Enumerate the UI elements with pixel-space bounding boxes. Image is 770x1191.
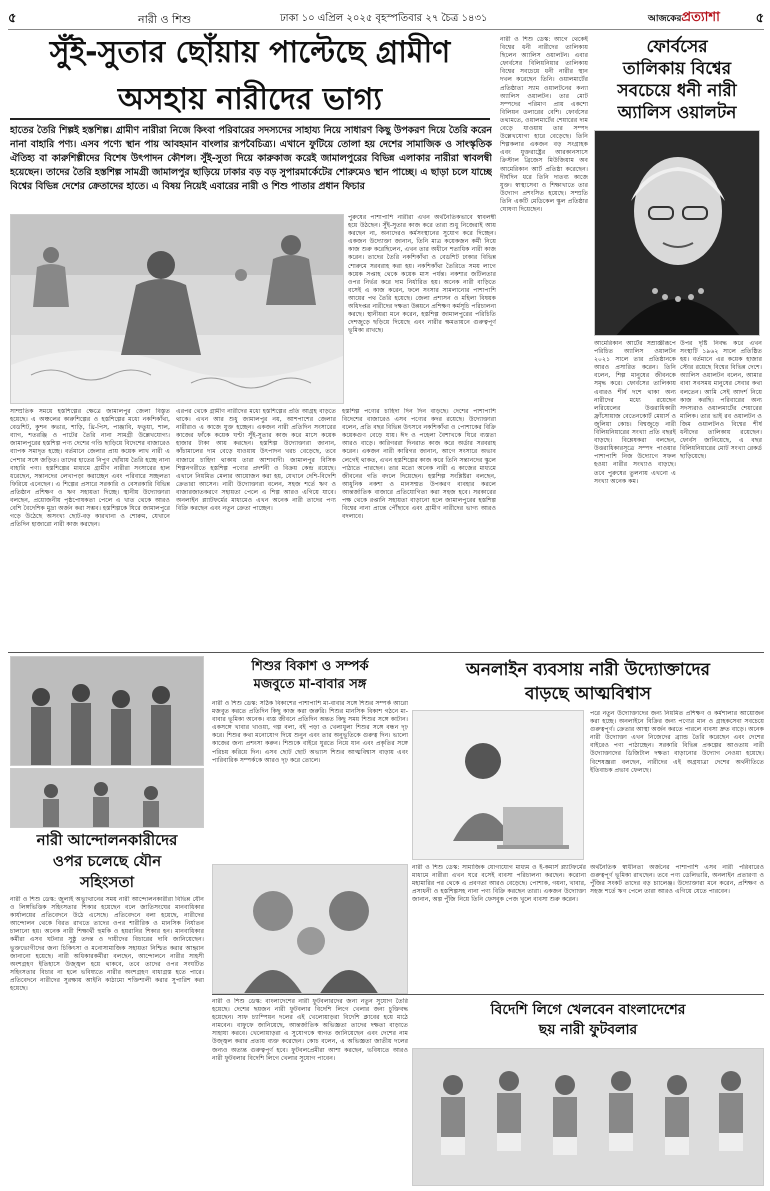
forbes-headline-3: সবচেয়ে ধনী নারী: [617, 81, 737, 101]
activists-column: নারী ও শিশু ডেস্ক: জুলাই অভ্যুত্থানের সময় নারী আন্দোলনকারীরা বিভিন্ন যৌন ও লিঙ্গভিত্তিক সহিংসতার শিকার হয়েছেন বলে জাতিসংঘের মানবাধিকার কার্যালয়ের প্রতিবেদনে উঠে এসেছে। প্রতিবেদনে বলা হয়েছে, নারীদের আন্দোলন থেকে বিরত রাখতে তাদের ওপর শারীরিক ও মানসিক নির্যাতন চালানো হয়। অনেক নারী শিক্ষার্থী হুমকি ও হয়রানির শিকার হন। মানবাধিকার কর্মীরা এসব ঘটনার সুষ্ঠু তদন্ত ও দায়ীদের বিচারের দাবি জানিয়েছেন। ভুক্তভোগীদের জন্য চিকিৎসা ও মনোসামাজিক সহায়তা নিশ্চিত করার আহ্বান জানানো হয়েছে। নারী অধিকারকর্মীরা বলছেন, আন্দোলনে নারীর সাহসী অংশগ্রহণ ইতিহাসে উজ্জ্বল হয়ে থাকবে, তবে তাদের ওপর সংঘটিত সহিংসতার বিচার না হলে ভবিষ্যতে নারীর অংশগ্রহণ বাধাগ্রস্ত হতে পারে। প্রতিবেদনে নারীদের সুরক্ষায় আইনি কাঠামো শক্তিশালী করার সুপারিশ করা হয়েছে।: [10, 896, 204, 993]
mother-headline: [212, 658, 408, 694]
online-headline-2: বাড়ছে আত্মবিশ্বাস: [525, 684, 651, 704]
lead-column-b: এরপর থেকে গ্রামীণ নারীদের মধ্যে হস্তশিল্পের প্রতি আগ্রহ বাড়তে থাকে। এখন আর শুধু জামালপুর নয়, আশপাশের জেলার নারীরাও এ কাজে যুক্ত হচ্ছেন। একজন নারী প্রতিদিন সংসারের কাজের ফাঁকে কয়েক ঘণ্টা সুঁই-সুতার কাজ করে মাসে কয়েক হাজার টাকা আয় করছেন। হস্তশিল্প উদ্যোক্তারা জানান, কাঁচামালের দাম বেড়ে যাওয়ায় উৎপাদন খরচ বেড়েছে, তবে বাজারে চাহিদা থাকায় তারা আশাবাদী। জামালপুর বিসিক শিল্পনগরীতে হস্তশিল্প পণ্যের প্রদর্শনী ও বিক্রয় কেন্দ্র রয়েছে। এখানে নিয়মিত মেলার আয়োজন করা হয়, যেখানে দেশি-বিদেশি ক্রেতারা আসেন। নারী উদ্যোক্তারা বলেন, সহজ শর্তে ঋণ ও বাজারজাতকরণে সহায়তা পেলে এ শিল্প আরও এগিয়ে যাবে। অনলাইন প্ল্যাটফর্মের মাধ্যমেও এখন অনেক নারী তাদের পণ্য বিক্রি করছেন এবং নতুন ক্রেতা পাচ্ছেন।: [176, 408, 336, 513]
footballers-photo: [412, 1048, 764, 1186]
activists-headline-1: নারী আন্দোলনকারীদের: [36, 831, 178, 849]
page-number-left: ৫: [8, 11, 17, 26]
lead-intro: হাতের তৈরি শিল্পই হস্তশিল্প। গ্রামীণ নারীরা নিজে কিংবা পরিবারের সদস্যদের সাহায্য নিয়ে সাধারণ কিছু উপকরণ দিয়ে তৈরি করেন নানা বাহারি পণ্য। এসব পণ্যে স্থান পায় আবহমান বাংলার রূপবৈচিত্র্য। এখানে ফুটিয়ে তোলা হয় দেশের সামাজিক ও সাংস্কৃতিক ঐতিহ্য বা কারুশিল্পীদের বিশেষ উৎপাদন কৌশল। সুঁই-সুতা দিয়ে কারুকাজ করেই জামালপুরের বিভিন্ন এলাকার নারীরা স্বাবলম্বী হয়েছেন। তাদের তৈরি হস্তশিল্প সামগ্রী জামালপুর ছাড়িয়ে ঢাকার বড় বড় সুপারমার্কেটের শোরুমেও স্থান পাচ্ছে। এ ছাড়া চলে যাচ্ছে বিশ্বের বিভিন্ন দেশের ক্রেতাদের হাতে। এ বিষয় নিয়েই এবারের নারী ও শিশু পাতার প্রধান ফিচার: [10, 125, 492, 192]
divider: [8, 652, 764, 653]
activists-headline: [10, 830, 204, 893]
forbes-headline-1: ফোর্বসের: [646, 37, 708, 57]
dateline: ঢাকা ১০ এপ্রিল ২০২৫ বৃহস্পতিবার ২৭ চৈত্র ১৪৩১: [280, 13, 488, 24]
lead-column-a: সাম্প্রতিক সময়ে হস্তশিল্পের ক্ষেত্রে জামালপুর জেলা বিস্তৃত হয়েছে। এ অঞ্চলের কারুশিল্পের ও হস্তশিল্পের মধ্যে নকশিকাঁথা, বেডশিট, কুশন কভার, শাড়ি, থ্রি-পিস, পাঞ্জাবি, ফতুয়া, শাল, ব্যাগ, শতরঞ্জি ও পাটের তৈরি নানা সামগ্রী উল্লেখযোগ্য। জামালপুরের হস্তশিল্প পণ্য দেশের গণ্ডি ছাড়িয়ে বিদেশের বাজারেও ব্যাপক সমাদৃত হচ্ছে। বর্তমানে জেলার প্রায় কয়েক লাখ নারী এ পেশার সঙ্গে জড়িত। তাদের হাতের নিপুণ ছোঁয়ায় তৈরি হচ্ছে নানা বাহারি পণ্য। হস্তশিল্পের মাধ্যমে গ্রামীণ নারীরা সংসারের হাল ধরেছেন, সন্তানদের লেখাপড়া করাচ্ছেন এবং পরিবারে সচ্ছলতা ফিরিয়ে এনেছেন। এ শিল্পের প্রসারে সরকারি ও বেসরকারি বিভিন্ন প্রতিষ্ঠান প্রশিক্ষণ ও ঋণ সহায়তা দিচ্ছে। স্থানীয় উদ্যোক্তারা বলছেন, প্রয়োজনীয় পৃষ্ঠপোষকতা পেলে এ খাত থেকে আরও বেশি বৈদেশিক মুদ্রা অর্জন করা সম্ভব। হস্তশিল্পকে ঘিরে জামালপুরে গড়ে উঠেছে অসংখ্য ছোট-বড় কারখানা ও শোরুম, যেখানে প্রতিদিন হাজারো নারী কাজ করছেন।: [10, 408, 170, 529]
newspaper-logo: আজকেরপ্রত্যাশা: [648, 10, 720, 25]
embroidery-photo: [10, 214, 344, 404]
forbes-headline-2: তালিকায় বিশ্বের: [622, 59, 732, 79]
lead-headline-1: সুঁই-সুতার ছোঁয়ায় পাল্টেছে গ্রামীণ: [49, 35, 451, 70]
forbes-column-a-continued: [500, 340, 588, 640]
football-headline-2: ছয় নারী ফুটবলার: [538, 1022, 638, 1038]
alice-walton-photo: [594, 130, 760, 336]
woman-laptop-image: [413, 711, 584, 860]
activists-headline-2: ওপর চলেছে যৌন: [52, 852, 162, 870]
page-number-right: ৫: [755, 11, 764, 26]
forbes-column-b: আমেরিকান আর্টের সম্রাজ্ঞীরূপে পরিচিত অ্যালিস ওয়ালটন ২০২১ সালে তার প্রতিষ্ঠানকে আরও প্রসারিত করেন। তিনি বলেন, শিল্প মানুষের জীবনকে সমৃদ্ধ করে। ফোর্বসের তালিকায় এবারও শীর্ষ দশে থাকা অন্য নারীদের মধ্যে রয়েছেন লরিয়েলের উত্তরাধিকারী ফ্রাঁসোয়াজ বেতেনকোর্ট মেয়ার্স ও জুলিয়া কোচ। বিশ্বজুড়ে নারী বিলিয়নিয়ারের সংখ্যা প্রতি বছরই বাড়ছে। বিশ্লেষকরা বলছেন, উত্তরাধিকারসূত্রে সম্পদ পাওয়ার পাশাপাশি নিজ উদ্যোগে সফল হওয়া নারীর সংখ্যাও বাড়ছে। তবে পুরুষের তুলনায় এখনো এ সংখ্যা অনেক কম।: [594, 340, 676, 485]
forbes-headline-4: অ্যালিস ওয়ালটন: [617, 103, 737, 123]
mother-column: নারী ও শিশু ডেস্ক: সঠিক বিকাশের পাশাপাশি মা-বাবার সঙ্গে শিশুর সম্পর্ক আরো মজবুত করতে প্রতিদিন কিছু কাজ করা জরুরি। শিশুর মানসিক বিকাশ গঠনে মা-বাবার ভূমিকা অনেক। ব্যস্ত জীবনে প্রতিদিন অন্তত কিছু সময় শিশুর সঙ্গে কাটান। একসঙ্গে খাবার খাওয়া, গল্প বলা, বই পড়া ও খেলাধুলা শিশুর সঙ্গে বন্ধন দৃঢ় করে। শিশুর কথা মনোযোগ দিয়ে শুনুন এবং তার অনুভূতিকে গুরুত্ব দিন। ভালো কাজের জন্য প্রশংসা করুন। শিশুকে বাইরে ঘুরতে নিয়ে যান এবং প্রকৃতির সঙ্গে পরিচয় করিয়ে দিন। এসব ছোট ছোট অভ্যাস শিশুর আত্মবিশ্বাস বাড়ায় এবং পারিবারিক সম্পর্ককে আরও দৃঢ় করে তোলে।: [212, 700, 408, 764]
entrepreneur-photo: [412, 710, 584, 860]
protest-photo-bottom: [10, 768, 204, 828]
protest-march-image: [11, 769, 204, 828]
portrait-image: [595, 131, 760, 336]
online-column-c: পরে নতুন উদ্যোক্তাদের জন্য নিয়মিত প্রশিক্ষণ ও কর্মশালার আয়োজন করা হচ্ছে। অনলাইনে বিক্রির জন্য পণ্যের মান ও গ্রাহকসেবা সবচেয়ে গুরুত্বপূর্ণ। ক্রেতার আস্থা অর্জন করতে পারলে ব্যবসা দ্রুত বাড়ে। অনেক নারী উদ্যোক্তা এখন নিজেদের ব্র্যান্ড তৈরি করেছেন এবং দেশের বাইরেও পণ্য পাঠাচ্ছেন। সরকারি বিভিন্ন প্রকল্পের আওতায় নারী উদ্যোক্তাদের ডিজিটাল দক্ষতা বাড়ানোর উদ্যোগ নেওয়া হয়েছে। বিশেষজ্ঞরা বলছেন, নারীদের এই অগ্রযাত্রা দেশের অর্থনীতিতে ইতিবাচক প্রভাব ফেলছে।: [590, 710, 764, 774]
online-column-b: অর্থনৈতিক স্বাধীনতা অর্জনের পাশাপাশি এসব নারী পরিবারেও গুরুত্বপূর্ণ ভূমিকা রাখছেন। তবে পণ্য ডেলিভারি, অনলাইন প্রতারণা ও পুঁজির সংকট তাদের বড় চ্যালেঞ্জ। উদ্যোক্তারা মনে করেন, প্রশিক্ষণ ও সহজ শর্তে ঋণ পেলে তারা আরও এগিয়ে যেতে পারবেন।: [590, 864, 764, 896]
forbes-headline: [594, 36, 760, 124]
page-header: [8, 6, 764, 30]
lead-headline-2: অসহায় নারীদের ভাগ্য: [10, 82, 490, 120]
protest-photo-top: [10, 656, 204, 766]
protest-crowd-image: [11, 657, 204, 766]
section-name: নারী ও শিশু: [138, 13, 192, 26]
online-headline: [412, 658, 764, 706]
mother-headline-1: শিশুর বিকাশ ও সম্পর্ক: [251, 659, 369, 674]
divider: [212, 994, 764, 995]
football-headline-1: বিদেশি লিগে খেলবেন বাংলাদেশের: [490, 1002, 686, 1018]
family-image: [213, 865, 408, 994]
lead-column-c: পুরুষের পাশাপাশি নারীরা এখন অর্থনৈতিকভাবে স্বাবলম্বী হয়ে উঠছেন। সুঁই-সুতার কাজ করে তারা শুধু নিজেরাই আয় করছেন না, অন্যদেরও কর্মসংস্থানের সুযোগ করে দিচ্ছেন। একজন উদ্যোক্তা জানান, তিনি মাত্র কয়েকজন কর্মী নিয়ে কাজ শুরু করেছিলেন, এখন তার অধীনে শতাধিক নারী কাজ করেন। তাদের তৈরি নকশিকাঁথা ও বেডশিট ঢাকার বিভিন্ন শোরুমে সরবরাহ করা হয়। নকশিকাঁথা তৈরিতে সময় লাগে কয়েক সপ্তাহ থেকে কয়েক মাস পর্যন্ত। নকশার জটিলতার ওপর নির্ভর করে দাম নির্ধারিত হয়। অনেক নারী বাড়িতে বসেই এ কাজ করেন, ফলে সংসার সামলানোর পাশাপাশি আয়ের পথ তৈরি হয়েছে। জেলা প্রশাসন ও মহিলা বিষয়ক অধিদপ্তর নারীদের দক্ষতা উন্নয়নে প্রশিক্ষণ কর্মসূচি পরিচালনা করছে। স্থানীয়রা মনে করেন, হস্তশিল্প জামালপুরের পরিচিতি দেশজুড়ে ছড়িয়ে দিয়েছে এবং নারীর ক্ষমতায়নে গুরুত্বপূর্ণ ভূমিকা রাখছে।: [348, 214, 496, 335]
family-photo: [212, 864, 408, 994]
lead-column-d: হস্তশিল্প পণ্যের চাহিদা দিন দিন বাড়ছে। দেশের পাশাপাশি বিদেশের বাজারেও এসব পণ্যের কদর রয়েছে। উদ্যোক্তারা বলেন, প্রতি বছর বিভিন্ন উৎসবে নকশিকাঁথা ও পোশাকের বিক্রি কয়েকগুণ বেড়ে যায়। ঈদ ও পহেলা বৈশাখকে ঘিরে ব্যস্ততা আরও বাড়ে। কারিগররা দিনরাত কাজ করে অর্ডার সরবরাহ করেন। একজন নারী কারিগর জানান, আগে সংসারে অভাব লেগেই থাকত, এখন হস্তশিল্পের কাজ করে তিনি সন্তানদের স্কুলে পাঠাতে পারছেন। তার মতো অনেক নারী এ কাজের মাধ্যমে জীবনের গতি বদলে দিয়েছেন। হস্তশিল্প সংশ্লিষ্টরা বলছেন, আধুনিক নকশা ও মানসম্মত উপকরণ ব্যবহার করলে আন্তর্জাতিক বাজারে প্রতিযোগিতা করা সহজ হবে। সরকারের পক্ষ থেকে রপ্তানি সহায়তা বাড়ানো হলে জামালপুরের হস্তশিল্প বিশ্বের নানা প্রান্তে পৌঁছাবে এবং গ্রামীণ নারীদের ভাগ্য আরও বদলাবে।: [342, 408, 496, 521]
activists-headline-3: সহিংসতা: [79, 873, 135, 891]
football-column: নারী ও শিশু ডেস্ক: বাংলাদেশের নারী ফুটবলারদের জন্য নতুন সুযোগ তৈরি হয়েছে। দেশের ছয়জন নারী ফুটবলার বিদেশি লিগে খেলার জন্য চুক্তিবদ্ধ হয়েছেন। সাফ চ্যাম্পিয়ন দলের এই খেলোয়াড়রা বিদেশি ক্লাবের হয়ে মাঠে নামবেন। বাফুফে জানিয়েছে, আন্তর্জাতিক অভিজ্ঞতা তাদের দক্ষতা বাড়াতে সাহায্য করবে। খেলোয়াড়রা এ সুযোগকে স্বাগত জানিয়েছেন এবং দেশের নাম উজ্জ্বল করার প্রত্যয় ব্যক্ত করেছেন। কোচ বলেন, এ অভিজ্ঞতা জাতীয় দলের জন্যও অত্যন্ত গুরুত্বপূর্ণ হবে। ফুটবলপ্রেমীরা আশা করছেন, ভবিষ্যতে আরও নারী ফুটবলার বিদেশি লিগে খেলার সুযোগ পাবেন।: [212, 998, 408, 1062]
forbes-column-a: নারী ও শিশু ডেস্ক: আগে থেকেই বিশ্বের ধনী নারীদের তালিকায় ছিলেন অ্যালিস ওয়ালটন। এবার ফোর্বসের বিলিয়নিয়ার তালিকায় বিশ্বের সবচেয়ে ধনী নারীর স্থান দখল করেছেন তিনি। ওয়ালমার্টের প্রতিষ্ঠাতা স্যাম ওয়ালটনের কন্যা অ্যালিস ওয়ালটন। তার মোট সম্পদের পরিমাণ প্রায় একশো বিলিয়ন ডলারের বেশি। ফোর্বসের তথ্যমতে, ওয়ালমার্টের শেয়ারের দাম বেড়ে যাওয়ায় তার সম্পদ উল্লেখযোগ্য হারে বেড়েছে। তিনি শিল্পকলার একজন বড় সংগ্রাহক এবং যুক্তরাষ্ট্রের আরকানসাসে ক্রিস্টাল ব্রিজেস মিউজিয়াম অব আমেরিকান আর্ট প্রতিষ্ঠা করেছেন। দীর্ঘদিন ধরে তিনি দাতব্য কাজে যুক্ত। স্বাস্থ্যসেবা ও শিক্ষাখাতে তার উদ্যোগ প্রশংসিত হয়েছে। সম্প্রতি তিনি একটি মেডিকেল স্কুল প্রতিষ্ঠার ঘোষণা দিয়েছেন।: [500, 36, 588, 213]
women-embroidering-image: [11, 215, 344, 404]
football-headline: [412, 1000, 764, 1040]
footballers-image: [413, 1049, 764, 1186]
online-column-a: নারী ও শিশু ডেস্ক: সামাজিক যোগাযোগ মাধ্যম ও ই-কমার্স প্ল্যাটফর্মের মাধ্যমে নারীরা এখন ঘরে বসেই ব্যবসা পরিচালনা করছেন। করোনা মহামারির পর থেকে এ প্রবণতা আরও বেড়েছে। পোশাক, গয়না, খাবার, প্রসাধনী ও হস্তশিল্পসহ নানা পণ্য বিক্রি করছেন তারা। একজন উদ্যোক্তা জানান, অল্প পুঁজি নিয়ে তিনি ফেসবুক পেজ খুলে ব্যবসা শুরু করেন।: [412, 864, 586, 904]
forbes-column-c: উপর দৃষ্টি নিবদ্ধ করে এখন সংস্থাটি ১৯৬২ সালে প্রতিষ্ঠিত হয়। বর্তমানে এর কয়েক হাজার স্টোর রয়েছে বিশ্বের বিভিন্ন দেশে। অ্যালিস ওয়ালটন বলেন, আমার বাবা সবসময় মানুষের সেবার কথা বলতেন। আমি সেই আদর্শ নিয়ে কাজ করছি। পরিবারের অন্য সদস্যরাও ওয়ালমার্টের শেয়ারের মালিক। তার ভাই রব ওয়ালটন ও জিম ওয়ালটনও বিশ্বের শীর্ষ ধনীদের তালিকায় রয়েছেন। ফোর্বস জানিয়েছে, এ বছর বিলিয়নিয়ারের মোট সংখ্যা রেকর্ড ছাড়িয়েছে।: [680, 340, 762, 461]
online-headline-1: অনলাইন ব্যবসায় নারী উদ্যোক্তাদের: [466, 660, 710, 680]
mother-headline-2: মজবুতে মা-বাবার সঙ্গ: [253, 677, 367, 692]
